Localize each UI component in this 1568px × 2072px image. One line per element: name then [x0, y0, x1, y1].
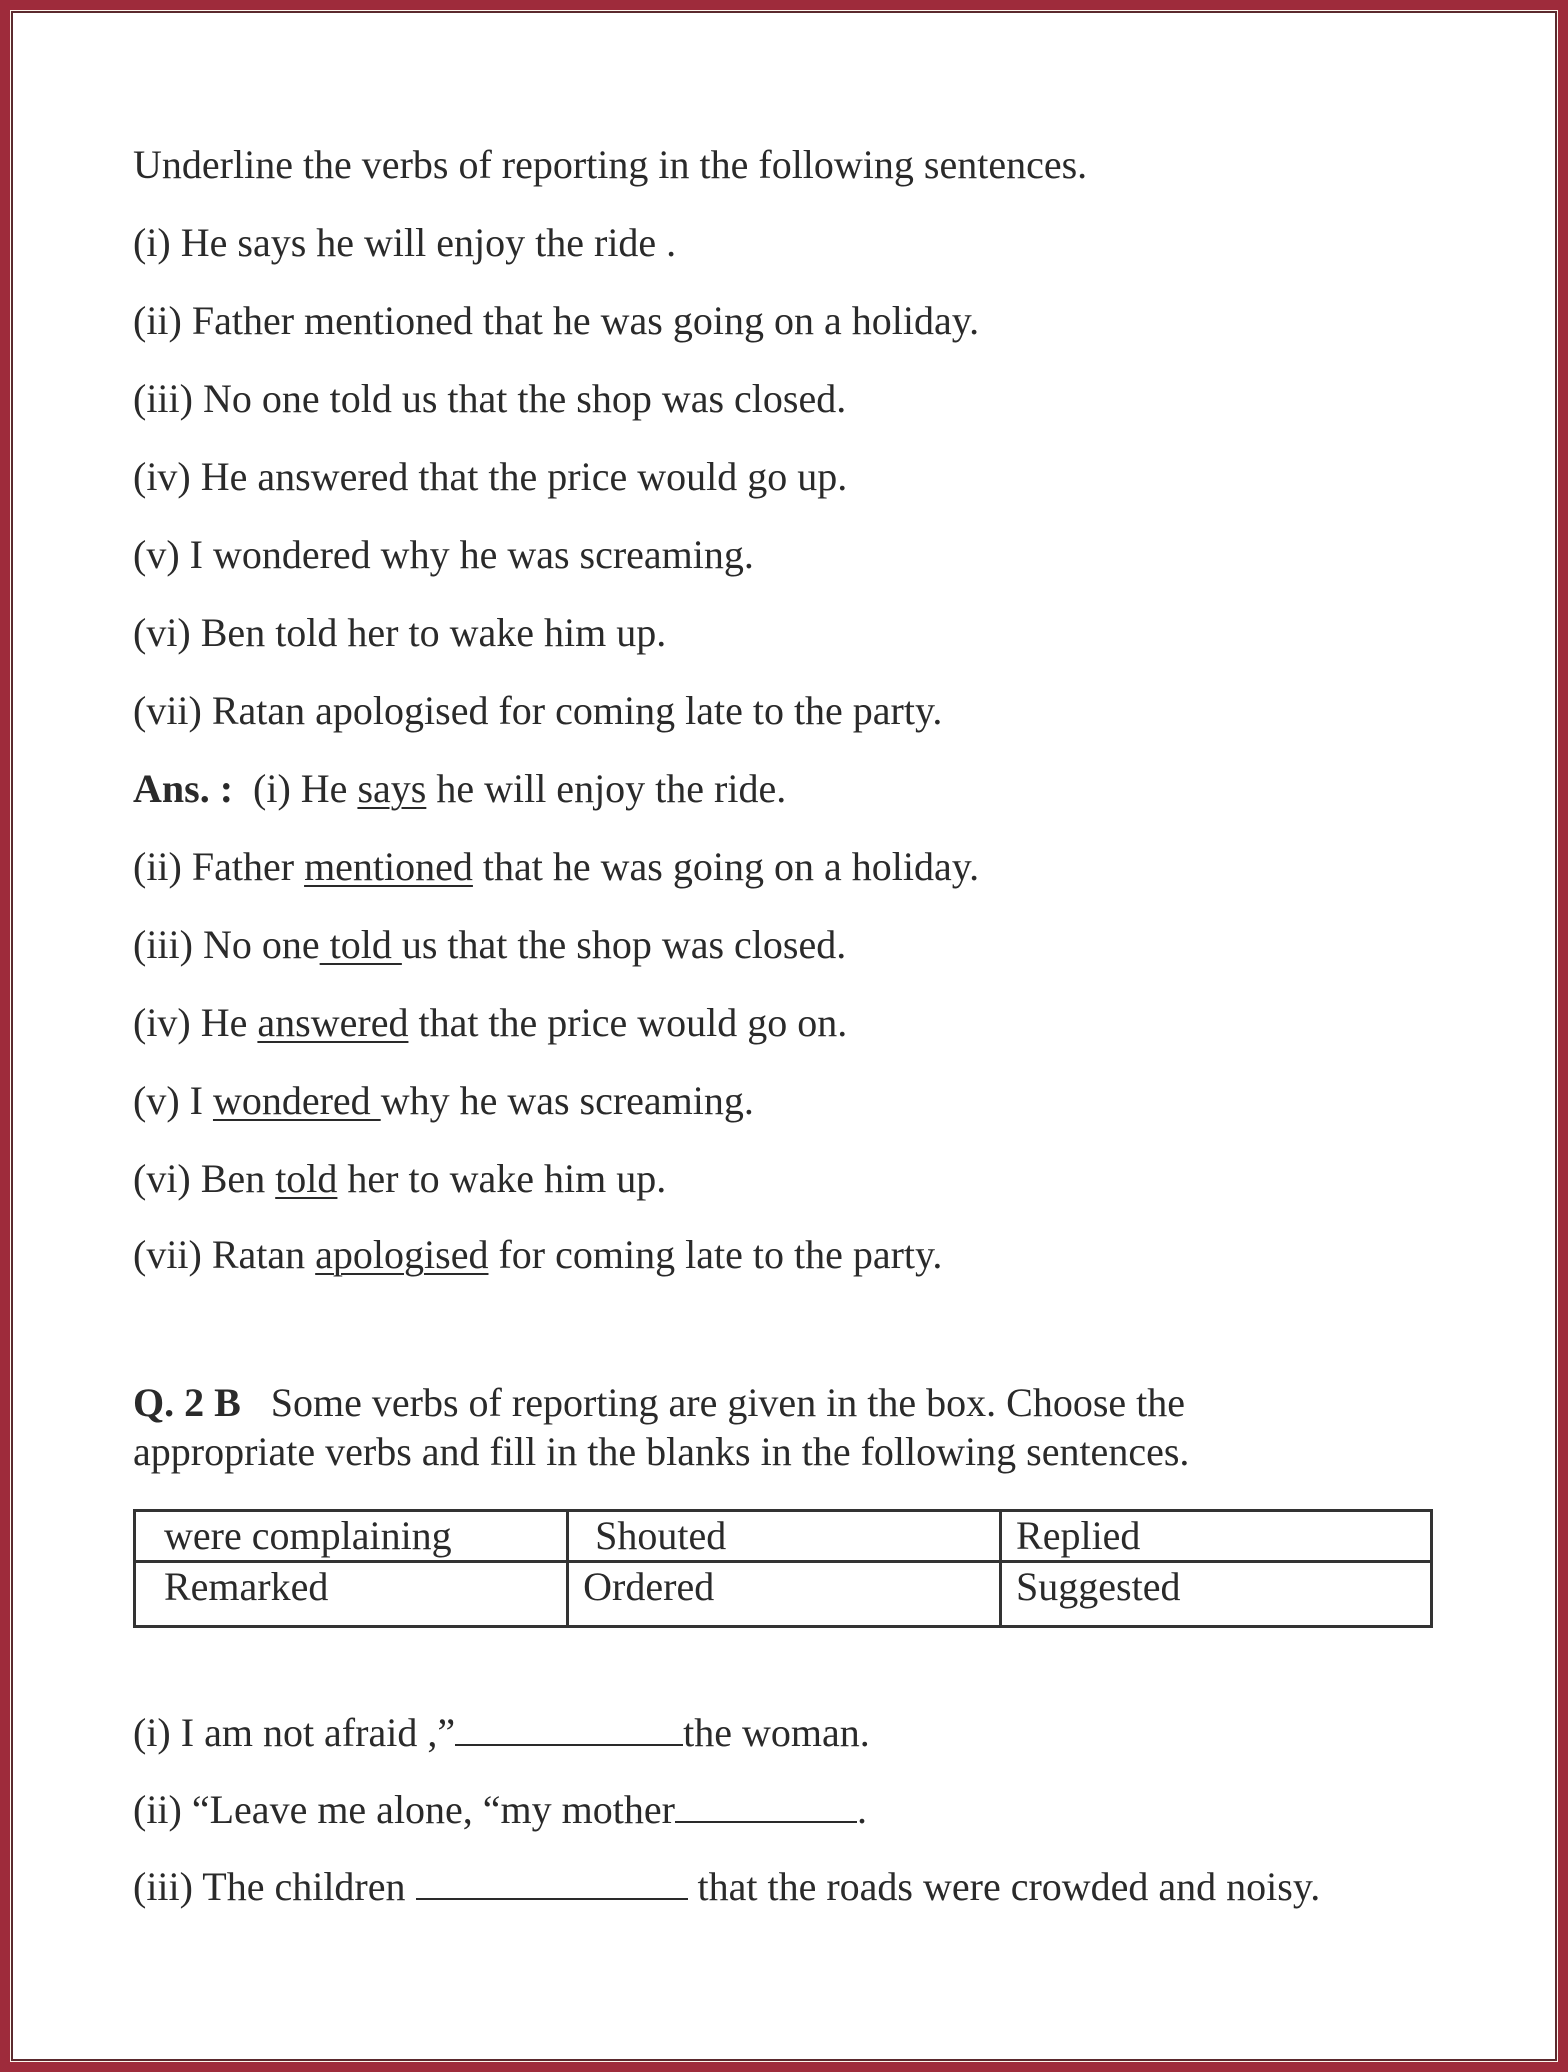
answer-7: [133, 1232, 943, 1277]
verb-cell: Replied: [1001, 1511, 1432, 1562]
underlined-verb: told: [275, 1156, 338, 1201]
verb-box: [133, 1509, 1433, 1628]
answer-label: Ans. :: [133, 766, 234, 811]
answer-text: (vi) Ben: [133, 1156, 276, 1201]
question-b-heading: [133, 1380, 1186, 1425]
answer-3: [133, 922, 847, 967]
sentence-text: the woman.: [683, 1710, 870, 1755]
underlined-verb: says: [357, 766, 427, 811]
verb-cell: Shouted: [568, 1511, 1001, 1562]
underlined-verb: mentioned: [304, 844, 473, 889]
answer-text: her to wake him up.: [337, 1156, 667, 1201]
answer-1: [133, 766, 787, 811]
blank-input[interactable]: [455, 1740, 683, 1746]
underlined-verb: answered: [257, 1000, 409, 1045]
answer-text: he will enjoy the ride.: [426, 766, 787, 811]
blank-input[interactable]: [416, 1894, 688, 1900]
answer-text: (i) He: [253, 766, 358, 811]
verb-box-row: [135, 1562, 1432, 1627]
answer-2: [133, 844, 980, 889]
sentence-text: (iii) The children: [133, 1864, 416, 1909]
fill-blank-1: [133, 1710, 870, 1755]
underlined-verb: wondered: [212, 1078, 381, 1123]
question-a-5: (v) I wondered why he was screaming.: [133, 532, 754, 577]
answer-text: why he was screaming.: [380, 1078, 754, 1123]
answer-4: [133, 1000, 848, 1045]
question-a-2: (ii) Father mentioned that he was going on a holiday.: [133, 298, 980, 343]
answer-6: [133, 1156, 667, 1201]
answer-text: (ii) Father: [133, 844, 305, 889]
answer-text: that the price would go on.: [408, 1000, 848, 1045]
answer-text: us that the shop was closed.: [401, 922, 847, 967]
question-a-4: (iv) He answered that the price would go up.: [133, 454, 848, 499]
verb-cell: Remarked: [135, 1562, 568, 1627]
question-a-1: (i) He says he will enjoy the ride .: [133, 220, 677, 265]
verb-box-row: [135, 1511, 1432, 1562]
question-a-3: (iii) No one told us that the shop was closed.: [133, 376, 847, 421]
question-a-7: (vii) Ratan apologised for coming late to the party.: [133, 688, 943, 733]
underlined-verb: apologised: [315, 1232, 489, 1277]
instruction-b-line2: appropriate verbs and fill in the blanks in the following sentences.: [133, 1429, 1190, 1474]
instruction-b-line1: Some verbs of reporting are given in the box. Choose the: [270, 1380, 1186, 1425]
sentence-text: (i) I am not afraid ,”: [133, 1710, 456, 1755]
fill-blank-2: [133, 1787, 867, 1832]
blank-input[interactable]: [675, 1817, 857, 1823]
answer-text: (v) I: [133, 1078, 213, 1123]
answer-5: [133, 1078, 754, 1123]
answer-text: (iv) He: [133, 1000, 258, 1045]
verb-cell: Ordered: [568, 1562, 1001, 1627]
answer-text: that he was going on a holiday.: [472, 844, 980, 889]
answer-text: (iii) No one: [133, 922, 320, 967]
sentence-text: (ii) “Leave me alone, “my mother: [133, 1787, 675, 1832]
verb-cell: were complaining: [135, 1511, 568, 1562]
question-a-6: (vi) Ben told her to wake him up.: [133, 610, 667, 655]
instruction-a: Underline the verbs of reporting in the following sentences.: [133, 142, 1088, 187]
question-number: Q. 2 B: [133, 1380, 241, 1425]
answer-text: (vii) Ratan: [133, 1232, 316, 1277]
sentence-text: that the roads were crowded and noisy.: [687, 1864, 1321, 1909]
underlined-verb: told: [319, 922, 402, 967]
answer-text: for coming late to the party.: [488, 1232, 943, 1277]
fill-blank-3: [133, 1864, 1321, 1909]
verb-cell: Suggested: [1001, 1562, 1432, 1627]
sentence-text: .: [856, 1787, 867, 1832]
